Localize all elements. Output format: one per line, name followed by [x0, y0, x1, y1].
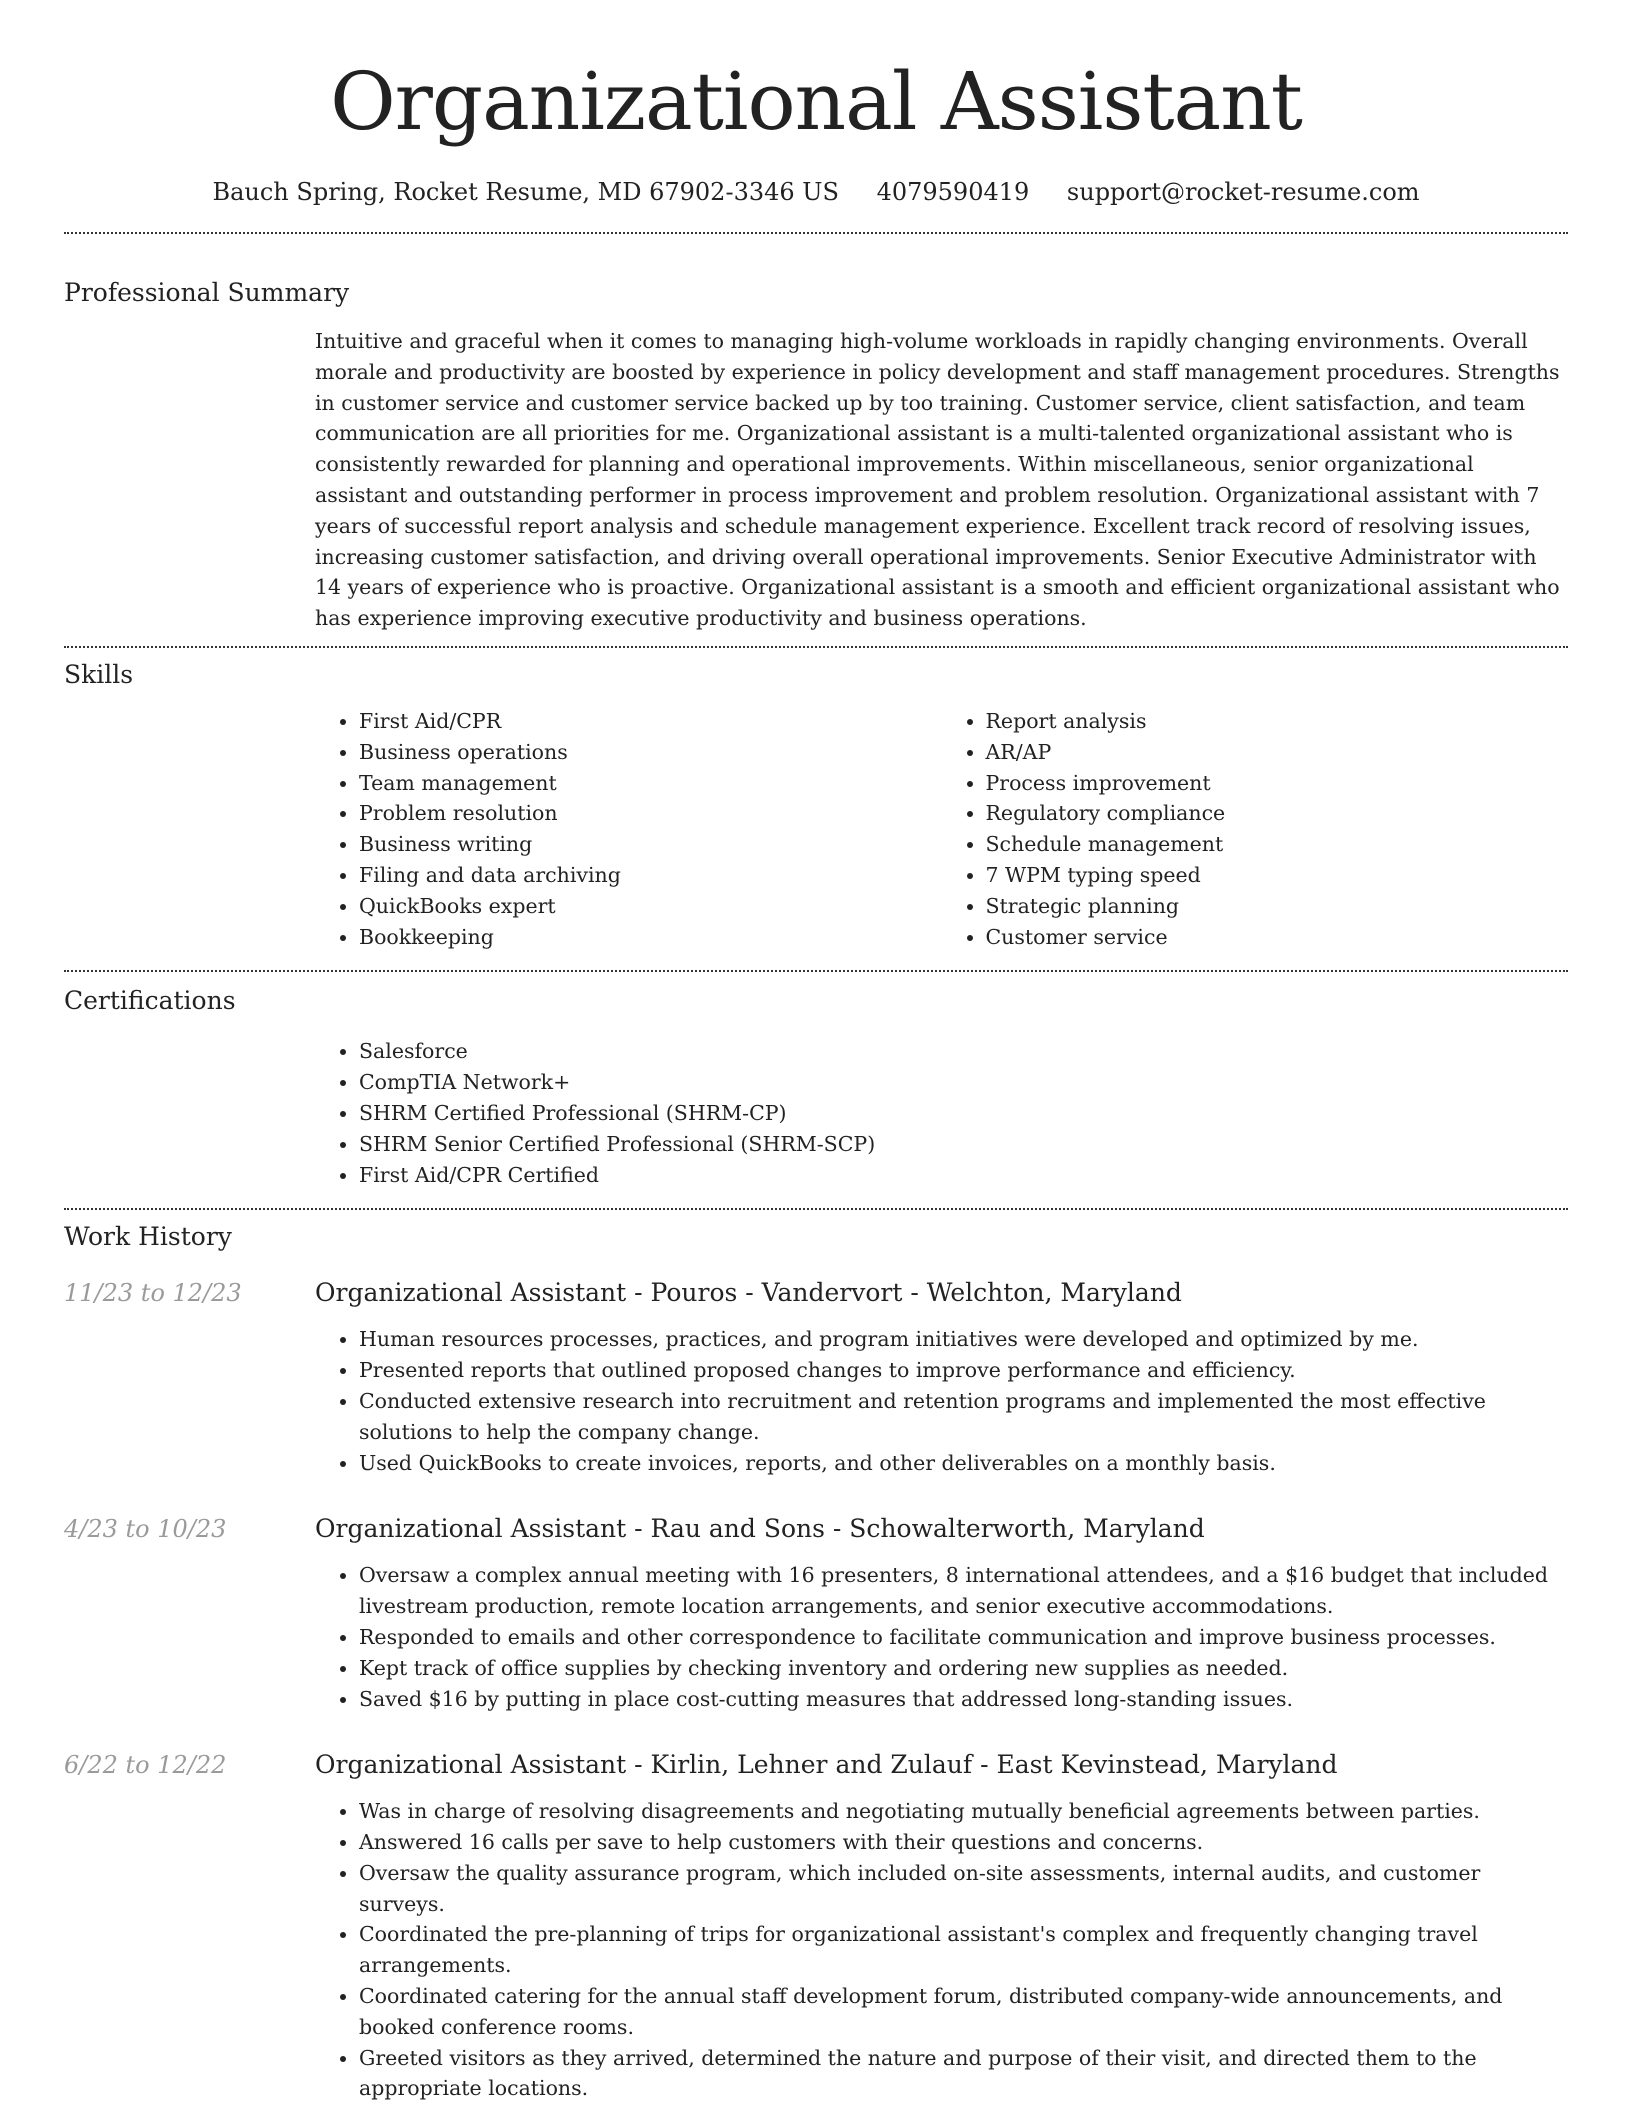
skill-item: • Bookkeeping	[359, 922, 942, 953]
skill-item: • AR/AP	[986, 737, 1569, 768]
skill-item: • Filing and data archiving	[359, 860, 942, 891]
contact-phone: 4079590419	[876, 178, 1030, 206]
job-bullet: • Was in charge of resolving disagreements and negotiating mutually beneficial agreements between parties.	[359, 1796, 1568, 1827]
work-history-section	[64, 1220, 1568, 2104]
job-entry	[64, 1276, 1568, 1478]
contact-address: Bauch Spring, Rocket Resume, MD 67902-3346 US	[212, 178, 839, 206]
certification-item: • Salesforce	[359, 1036, 1568, 1067]
certification-item: • SHRM Senior Certified Professional (SHRM-SCP)	[359, 1129, 1568, 1160]
skill-item: • Business writing	[359, 829, 942, 860]
job-bullet: • Oversaw a complex annual meeting with 16 presenters, 8 international attendees, and a $16 budget that included livestream production, remote location arrangements, and senior executive accommodations.	[359, 1560, 1568, 1622]
job-dates: 4/23 to 10/23	[64, 1515, 227, 1544]
job-bullets	[315, 1560, 1568, 1714]
candidate-name: Organizational Assistant	[330, 55, 1302, 148]
job-bullet: • Coordinated the pre-planning of trips for organizational assistant's complex and frequently changing travel arrangements.	[359, 1919, 1568, 1981]
certifications-body	[315, 1036, 1568, 1190]
job-details	[315, 1748, 1568, 2104]
skills-section	[64, 658, 1568, 952]
skills-grid	[315, 706, 1568, 952]
skill-item: • Strategic planning	[986, 891, 1569, 922]
job-bullet: • Answered 16 calls per save to help customers with their questions and concerns.	[359, 1827, 1568, 1858]
job-bullets	[315, 1796, 1568, 2104]
skills-list-right	[942, 706, 1569, 952]
job-bullet: • Responded to emails and other correspondence to facilitate communication and improve business processes.	[359, 1622, 1568, 1653]
skill-item: • Business operations	[359, 737, 942, 768]
skills-heading: Skills	[64, 659, 134, 689]
job-bullet: • Coordinated catering for the annual staff development forum, distributed company-wide announcements, and booked conference rooms.	[359, 1981, 1568, 2043]
work-history-heading: Work History	[64, 1222, 232, 1252]
certification-item: • SHRM Certified Professional (SHRM-CP)	[359, 1098, 1568, 1129]
job-entry	[64, 1512, 1568, 1714]
divider	[64, 970, 1568, 972]
skill-item: • First Aid/CPR	[359, 706, 942, 737]
job-dates: 11/23 to 12/23	[64, 1279, 242, 1308]
job-title: Organizational Assistant - Pouros - Vandervort - Welchton, Maryland	[315, 1278, 1182, 1308]
summary-text: Intuitive and graceful when it comes to managing high-volume workloads in rapidly changing environments. Overall morale and productivity are boosted by experience in policy development and staff management procedures. Strengths in customer service and customer service backed up by too training. Customer service, client satisfaction, and team communication are all priorities for me. Organizational assistant is a multi-talented organizational assistant who is consistently rewarded for planning and operational improvements. Within miscellaneous, senior organizational assistant and outstanding performer in process improvement and problem resolution. Organizational assistant with 7 years of successful report analysis and schedule management experience. Excellent track record of resolving issues, increasing customer satisfaction, and driving overall operational improvements. Senior Executive Administrator with 14 years of experience who is proactive. Organizational assistant is a smooth and efficient organizational assistant who has experience improving executive productivity and business operations.	[315, 329, 1560, 631]
certification-item: • CompTIA Network+	[359, 1067, 1568, 1098]
certifications-heading: Certifications	[64, 986, 236, 1016]
job-bullet: • Greeted visitors as they arrived, determined the nature and purpose of their visit, and directed them to the appropriate locations.	[359, 2043, 1568, 2105]
summary-section	[64, 276, 1568, 634]
job-details	[315, 1276, 1568, 1478]
job-bullets	[315, 1324, 1568, 1478]
contact-line	[64, 176, 1568, 208]
skill-item: • Team management	[359, 768, 942, 799]
contact-email: support@rocket-resume.com	[1066, 178, 1420, 206]
resume-header	[64, 0, 1568, 208]
summary-body	[315, 326, 1568, 634]
job-title: Organizational Assistant - Kirlin, Lehner and Zulauf - East Kevinstead, Maryland	[315, 1750, 1338, 1780]
job-bullet: • Oversaw the quality assurance program, which included on-site assessments, internal audits, and customer surveys.	[359, 1858, 1568, 1920]
skill-item: • Problem resolution	[359, 798, 942, 829]
skill-item: • Report analysis	[986, 706, 1569, 737]
job-entry	[64, 1748, 1568, 2104]
job-details	[315, 1512, 1568, 1714]
divider	[64, 232, 1568, 234]
skill-item: • QuickBooks expert	[359, 891, 942, 922]
skill-item: • Schedule management	[986, 829, 1569, 860]
certifications-list	[315, 1036, 1568, 1190]
job-title: Organizational Assistant - Rau and Sons - Schowalterworth, Maryland	[315, 1514, 1205, 1544]
certification-item: • First Aid/CPR Certified	[359, 1160, 1568, 1191]
summary-heading: Professional Summary	[64, 278, 350, 307]
job-bullet: • Human resources processes, practices, and program initiatives were developed and optimized by me.	[359, 1324, 1568, 1355]
skill-item: • Regulatory compliance	[986, 798, 1569, 829]
job-bullet: • Presented reports that outlined proposed changes to improve performance and efficiency.	[359, 1355, 1568, 1386]
job-bullet: • Used QuickBooks to create invoices, reports, and other deliverables on a monthly basis.	[359, 1448, 1568, 1479]
divider	[64, 646, 1568, 648]
skill-item: • Process improvement	[986, 768, 1569, 799]
certifications-section	[64, 984, 1568, 1190]
job-dates: 6/22 to 12/22	[64, 1751, 227, 1780]
divider	[64, 1208, 1568, 1210]
job-bullet: • Saved $16 by putting in place cost-cutting measures that addressed long-standing issues.	[359, 1684, 1568, 1715]
job-bullet: • Kept track of office supplies by checking inventory and ordering new supplies as needed.	[359, 1653, 1568, 1684]
job-bullet: • Conducted extensive research into recruitment and retention programs and implemented the most effective solutions to help the company change.	[359, 1386, 1568, 1448]
skill-item: • 7 WPM typing speed	[986, 860, 1569, 891]
skill-item: • Customer service	[986, 922, 1569, 953]
skills-list-left	[315, 706, 942, 952]
